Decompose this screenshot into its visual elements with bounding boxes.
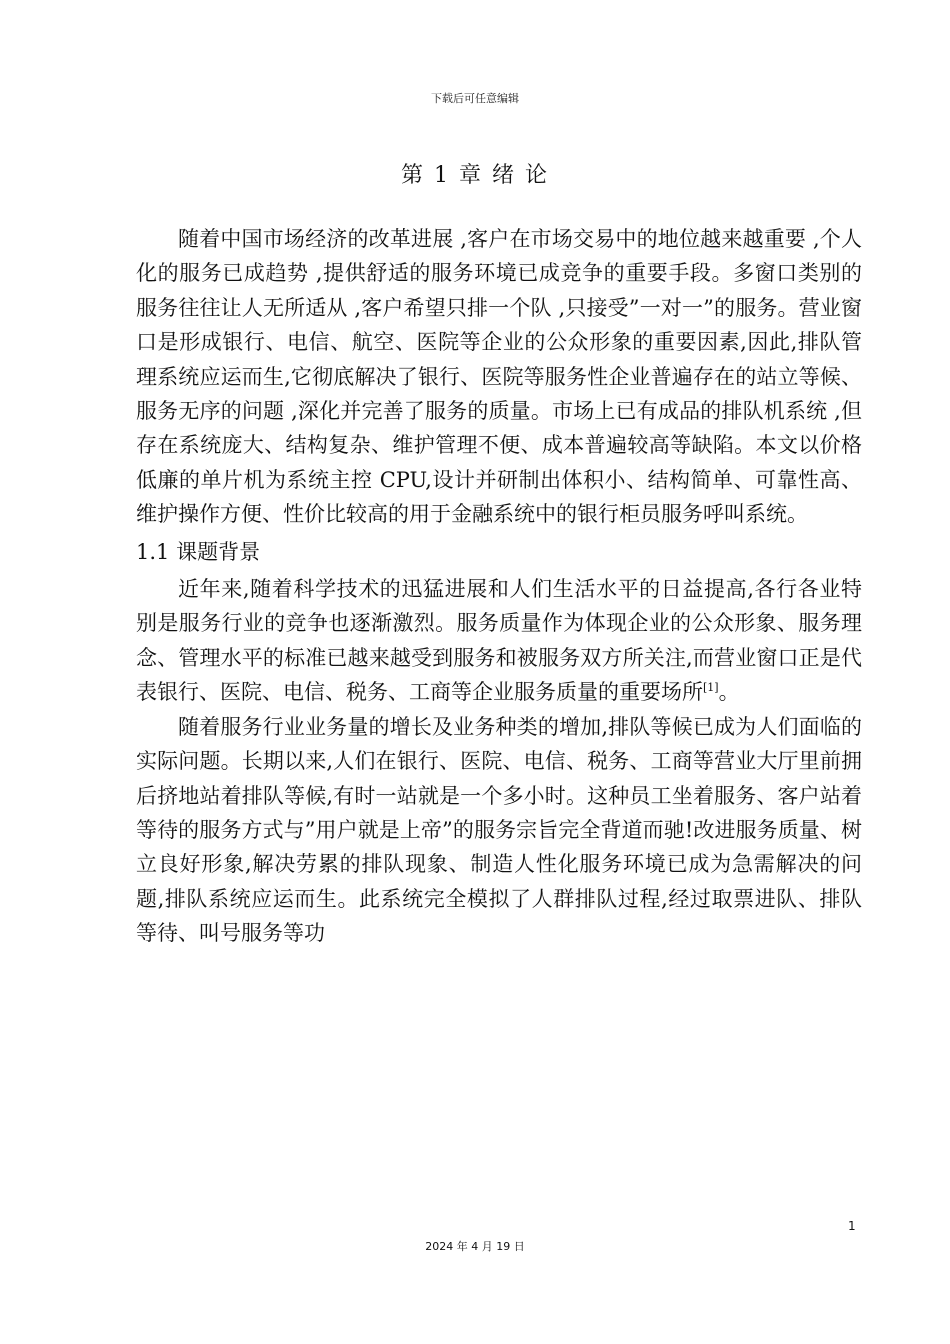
footer-date: 2024 年 4 月 19 日 xyxy=(425,1240,525,1253)
section-heading: 1.1 课题背景 xyxy=(136,539,261,564)
paragraph-background-text: 近年来,随着科学技术的迅猛进展和人们生活水平的日益提高,各行各业特别是服务行业的竞争也逐渐激烈。服务质量作为体现企业的公众形象、服务理念、管理水平的标准已越来越受到服务和被服务双方所关注,而营业窗口正是代表银行、医院、电信、税务、工商等企业服务质量的重要场所 xyxy=(136,577,862,705)
chapter-title: 第 1 章 绪 论 xyxy=(401,163,549,188)
paragraph-background-end: 。 xyxy=(718,680,740,705)
document-body xyxy=(136,222,862,951)
page-number: 1 xyxy=(848,1219,856,1233)
paragraph-queue-problem: 随着服务行业业务量的增长及业务种类的增加,排队等候已成为人们面临的实际问题。长期以来,人们在银行、医院、电信、税务、工商等营业大厅里前拥后挤地站着排队等候,有时一站就是一个多小时。这种员工坐着服务、客户站着等待的服务方式与”用户就是上帝”的服务宗旨完全背道而驰!改进服务质量、树立良好形象,解决劳累的排队现象、制造人性化服务环境已成为急需解决的问题,排队系统应运而生。此系统完全模拟了人群排队过程,经过取票进队、排队等待、叫号服务等功 xyxy=(136,714,862,946)
paragraph-background xyxy=(136,572,862,710)
header-note: 下载后可任意编辑 xyxy=(431,92,519,105)
paragraph-intro: 随着中国市场经济的改革进展 ,客户在市场交易中的地位越来越重要 ,个人化的服务已成趋势 ,提供舒适的服务环境已成竞争的重要手段。多窗口类别的服务往往让人无所适从 ,客户希望只排一个队 ,只接受”一对一”的服务。营业窗口是形成银行、电信、航空、医院等企业的公众形象的重要因素,因此,排队管理系统应运而生,它彻底解决了银行、医院等服务性企业普遍存在的站立等候、服务无序的问题 ,深化并完善了服务的质量。市场上已有成品的排队机系统 ,但存在系统庞大、结构复杂、维护管理不便、成本普遍较高等缺陷。本文以价格低廉的单片机为系统主控 CPU,设计并研制出体积小、结构简单、可靠性高、维护操作方便、性价比较高的用于金融系统中的银行柜员服务呼叫系统。 xyxy=(136,227,862,527)
citation-marker: [1] xyxy=(703,681,719,695)
